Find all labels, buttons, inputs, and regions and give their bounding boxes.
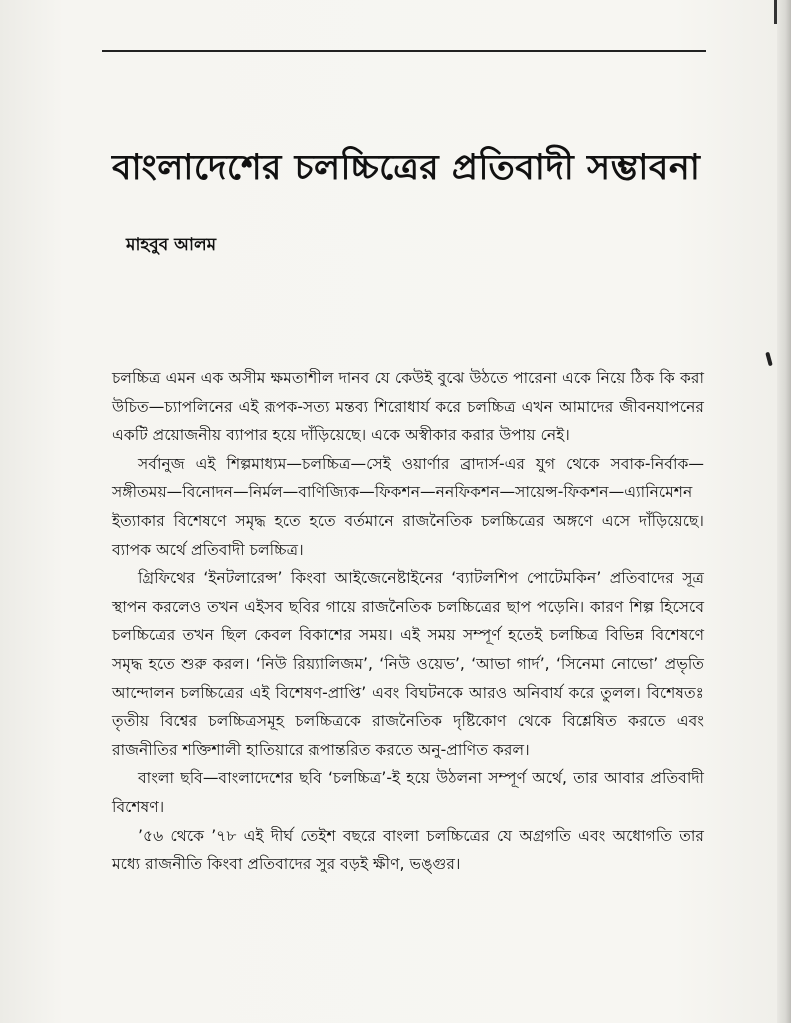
paragraph: চলচ্চিত্র এমন এক অসীম ক্ষমতাশীল দানব যে কেউই বুঝে উঠতে পারেনা একে নিয়ে ঠিক কি করা উচিত—চ্যাপলিনের এই রূপক-সত্য মন্তব্য শিরোধার্য করে চলচ্চিত্র এখন আমাদের জীবনযাপনের একটি প্রয়োজনীয় ব্যাপার হয়ে দাঁড়িয়েছে। একে অস্বীকার করার উপায় নেই। <box>112 369 704 445</box>
paragraph: ’৫৬ থেকে ’৭৮ এই দীর্ঘ তেইশ বছরে বাংলা চলচ্চিত্রের যে অগ্রগতি এবং অধোগতি তার মধ্যে রাজনীতি কিংবা প্রতিবাদের সুর বড়ই ক্ষীণ, ভঙ্গুর। <box>112 826 704 874</box>
article-author: মাহবুব আলম <box>126 235 217 255</box>
scan-mark <box>774 0 777 24</box>
scan-mark <box>765 352 772 367</box>
paragraph: গ্রিফিথের ‘ইনটলারেন্স’ কিংবা আইজেনেষ্টাইনের ‘ব্যাটলশিপ পোটেমকিন’ প্রতিবাদের সূত্র স্থাপন করলেও তখন এইসব ছবির গায়ে রাজনৈতিক চলচ্চিত্রের ছাপ পড়েনি। কারণ শিল্প হিসেবে চলচ্চিত্রের তখন ছিল কেবল বিকাশের সময়। এই সময় সম্পূর্ণ হতেই চলচ্চিত্র বিভিন্ন বিশেষণে সমৃদ্ধ হতে শুরু করল। ‘নিউ রিয়্যালিজম’, ‘নিউ ওয়েভ’, ‘আভা গার্দ’, ‘সিনেমা নোভো’ প্রভৃতি আন্দোলন চলচ্চিত্রের এই বিশেষণ-প্রাপ্তি’ এবং বিঘটনকে আরও অনিবার্য করে তুলল। বিশেষতঃ তৃতীয় বিশ্বের চলচ্চিত্রসমূহ চলচ্চিত্রকে রাজনৈতিক দৃষ্টিকোণ থেকে বিশ্লেষিত করতে এবং রাজনীতির শক্তিশালী হাতিয়ারে রূপান্তরিত করতে অনু-প্রাণিত করল। <box>112 569 704 759</box>
paragraph: সর্বানুজ এই শিল্পমাধ্যম—চলচ্চিত্র—সেই ওয়ার্ণার ব্রাদার্স-এর যুগ থেকে সবাক-নির্বাক—সঙ্গীতময়—বিনোদন—নির্মল—বাণিজ্যিক—ফিকশন—ননফিকশন—সায়েন্স-ফিকশন—এ্যানিমেশন ইত্যাকার বিশেষণে সমৃদ্ধ হতে হতে বর্তমানে রাজনৈতিক চলচ্চিত্রের অঙ্গণে এসে দাঁড়িয়েছে। ব্যাপক অর্থে প্রতিবাদী চলচ্চিত্র। <box>112 454 704 559</box>
article-body <box>112 364 704 879</box>
page-edge-shadow <box>777 0 791 1023</box>
header-rule <box>102 50 706 52</box>
paragraph: বাংলা ছবি—বাংলাদেশের ছবি ‘চলচ্চিত্র’-ই হয়ে উঠলনা সম্পূর্ণ অর্থে, তার আবার প্রতিবাদী বিশেষণ। <box>112 769 704 816</box>
article-title: বাংলাদেশের চলচ্চিত্রের প্রতিবাদী সম্ভাবনা <box>112 148 701 188</box>
